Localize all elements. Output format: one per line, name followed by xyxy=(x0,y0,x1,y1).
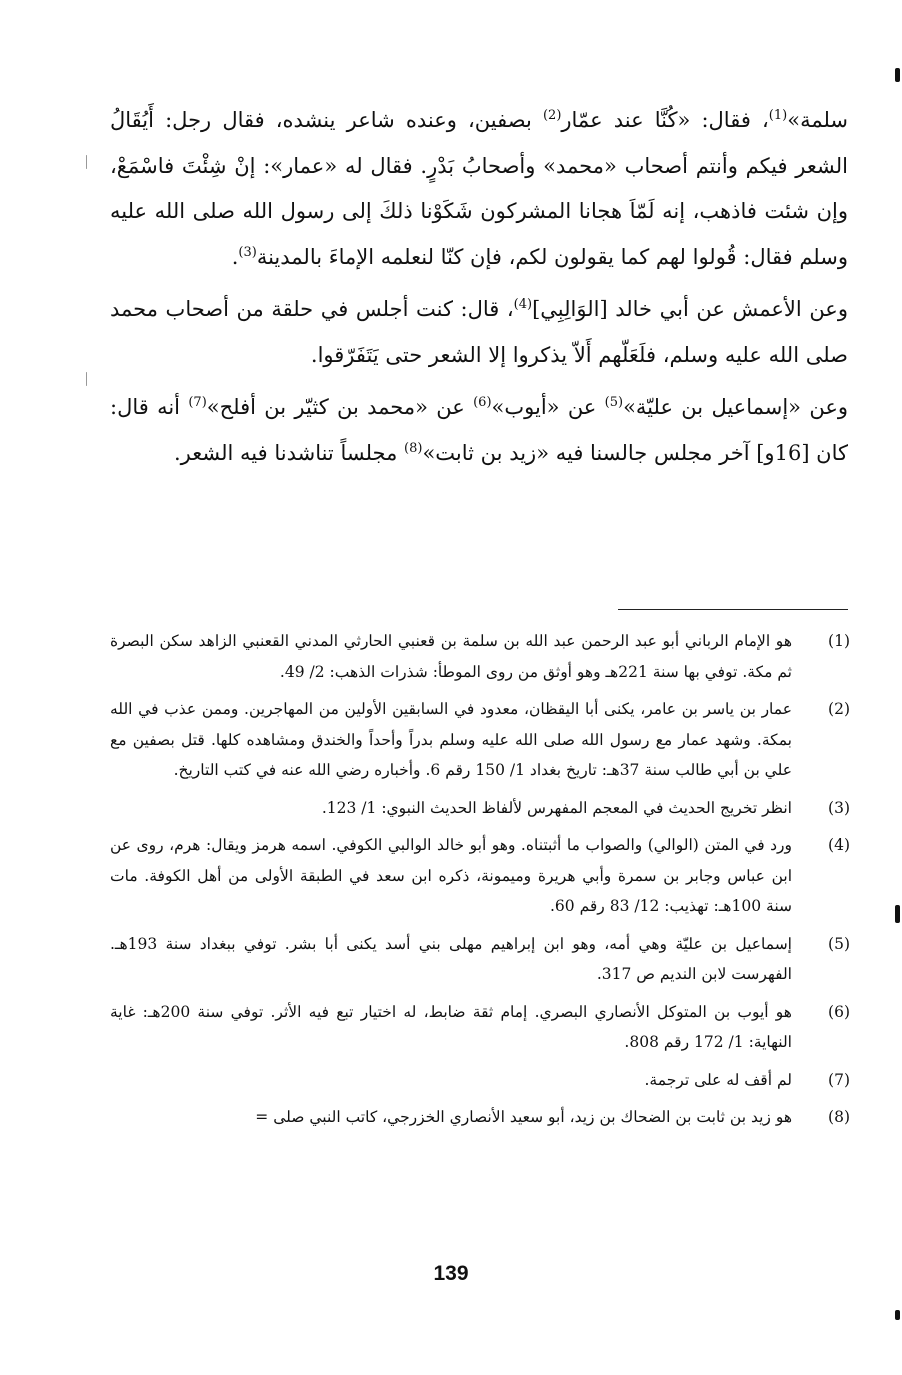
footnote-reference: (8) xyxy=(404,440,423,456)
paragraph-text: بصفين، وعنده شاعر ينشده، فقال رجل: أَيُقَالُ الشعر فيكم وأنتم أصحاب «محمد» وأصحابُ بَدْرٍ. فقال له «عمار»: إنْ شِئْتَ فاسْمَعْ، وإن شئت فاذهب، إنه لَمّاَ هجانا المشركون شَكَوْنا ذلكَ إلى رسول الله صلى الله عليه وسلم فقال: قُولوا لهم كما يقولون لكم، فإن كنّا لنعلمه الإماءَ بالمدينة xyxy=(110,108,848,269)
paragraph-text: وعن «إسماعيل بن عليّة» xyxy=(623,395,848,419)
footnote-item xyxy=(110,626,850,687)
footnote-item xyxy=(110,1102,850,1133)
paragraph-text: ، فقال: «كُنَّا عند عمّار xyxy=(561,108,769,132)
footnote-number: (7) xyxy=(828,1070,850,1089)
main-paragraph xyxy=(110,287,848,378)
paragraph-text: عن «أيوب» xyxy=(491,395,605,419)
footnote-number: (4) xyxy=(828,836,850,854)
paragraph-text: سلمة» xyxy=(787,108,849,132)
footnote-number: (6) xyxy=(828,1002,850,1021)
paragraph-text: مجلساً تناشدنا فيه الشعر. xyxy=(173,440,405,465)
footnotes-section xyxy=(110,626,850,1140)
footnote-item xyxy=(110,1065,850,1096)
paragraph-text: أنه قال: كان [16و] آخر مجلس جالسنا فيه «زيد بن ثابت» xyxy=(110,395,848,465)
footnote-number: (1) xyxy=(828,632,850,650)
main-paragraph xyxy=(110,98,848,280)
footnote-item xyxy=(110,694,850,786)
footnote-text: لم أقف له على ترجمة. xyxy=(644,1070,792,1089)
paragraph-text: عن «محمد بن كثيّر بن أفلح» xyxy=(206,395,474,419)
scan-edge-mark-middle xyxy=(895,905,900,923)
footnote-reference: (7) xyxy=(188,395,207,410)
footnote-text: انظر تخريج الحديث في المعجم المفهرس لألفاظ الحديث النبوي: 1/ 123. xyxy=(321,798,792,817)
main-text-body xyxy=(110,98,848,476)
footnote-number: (8) xyxy=(828,1108,850,1126)
footnote-text: ورد في المتن (الوالي) والصواب ما أثبتناه. وهو أبو خالد الوالبي الكوفي. اسمه هرمز ويقال: هرم، روى عن ابن عباس وجابر بن سمرة وأبي هريرة وميمونة، ذكره ابن سعد في الطبقة الأولى من أهل الكوفة. مات سنة 100هـ: تهذيب: 12/ 83 رقم 60. xyxy=(110,836,792,915)
footnote-reference: (5) xyxy=(604,395,624,410)
footnote-reference: (6) xyxy=(473,395,492,410)
footnote-separator xyxy=(618,609,848,610)
paragraph-text: وعن الأعمش عن أبي خالد [الوَالِبِي] xyxy=(532,297,848,321)
scan-edge-mark-bottom xyxy=(895,1310,900,1320)
footnote-item xyxy=(110,830,850,922)
footnote-text: إسماعيل بن عليّة وهي أمه، وهو ابن إبراهيم مهلى بني أسد يكنى أبا بشر. توفي ببغداد سنة 193هـ. الفهرست لابن النديم ص 317. xyxy=(110,934,792,983)
paragraph-text: ، قال: كنت أجلس في حلقة من أصحاب محمد صلى الله عليه وسلم، فلَعَلّهم أَلاّ يذكروا إلا الشعر حتى يَتَفَرّقوا. xyxy=(110,297,848,367)
footnote-item xyxy=(110,929,850,990)
footnote-text: هو زيد بن ثابت بن الضحاك بن زيد، أبو سعيد الأنصاري الخزرجي، كاتب النبي صلى = xyxy=(255,1108,792,1126)
footnote-reference: (3) xyxy=(238,244,257,260)
margin-tick-2 xyxy=(86,372,87,386)
footnote-reference: (2) xyxy=(542,108,562,123)
main-paragraph xyxy=(110,385,848,476)
page-number: 139 xyxy=(433,1262,469,1285)
footnote-number: (5) xyxy=(828,934,850,953)
paragraph-text: . xyxy=(231,244,239,269)
footnote-text: عمار بن ياسر بن عامر، يكنى أبا اليقظان، معدود في السابقين الأولين من المهاجرين. وممن عذب في الله بمكة. وشهد عمار مع رسول الله صلى الله عليه وسلم بدراً وأحداً والخندق ومشاهده كلها. قتل بصفين مع علي بن أبي طالب سنة 37هـ: تاريخ بغداد 1/ 150 رقم 6. وأخباره رضي الله عنه في كتب التاريخ. xyxy=(110,700,792,779)
margin-tick-1 xyxy=(86,155,87,169)
footnote-reference: (4) xyxy=(513,297,533,312)
footnote-text: هو أيوب بن المتوكل الأنصاري البصري. إمام ثقة ضابط، له اختيار تبع فيه الأثر. توفي سنة 200هـ: غاية النهاية: 1/ 172 رقم 808. xyxy=(110,1002,792,1051)
footnote-number: (3) xyxy=(828,798,850,817)
scan-edge-mark-top xyxy=(895,68,900,82)
footnote-item xyxy=(110,997,850,1058)
footnote-number: (2) xyxy=(828,700,850,718)
footnote-reference: (1) xyxy=(768,108,788,123)
footnote-item xyxy=(110,793,850,824)
footnote-text: هو الإمام الرباني أبو عبد الرحمن عبد الله بن سلمة بن قعنبي الحارثي المدني القعنبي الزاهد سكن البصرة ثم مكة. توفي بها سنة 221هـ وهو أوثق من روى الموطأ: شذرات الذهب: 2/ 49. xyxy=(110,632,792,681)
